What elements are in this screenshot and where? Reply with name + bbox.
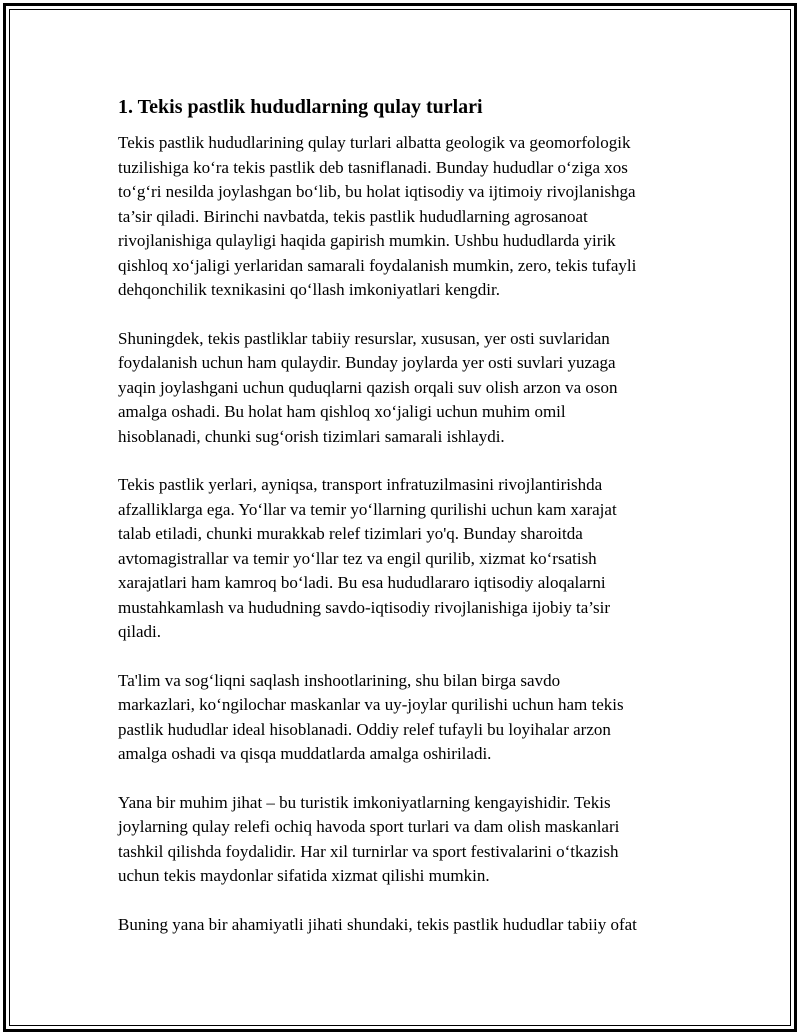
paragraph-line: tashkil qilishda foydalidir. Har xil turnirlar va sport festivalarini o‘tkazish (118, 841, 619, 861)
paragraph-line: qishloq xo‘jaligi yerlaridan samarali foydalanish mumkin, zero, tekis tufayli (118, 255, 637, 275)
paragraph-line: amalga oshadi va qisqa muddatlarda amalga oshiriladi. (118, 744, 492, 763)
paragraph-line: Buning yana bir ahamiyatli jihati shundaki, tekis pastlik hududlar tabiiy ofat (118, 914, 637, 934)
paragraph-line: Yana bir muhim jihat – bu turistik imkoniyatlarning kengayishidir. Tekis (118, 792, 611, 812)
paragraph-line: Tekis pastlik yerlari, ayniqsa, transport infratuzilmasini rivojlantirishda (118, 475, 603, 494)
paragraph-line: Tekis pastlik hududlarining qulay turlari albatta geologik va geomorfologik (118, 133, 631, 152)
paragraph-line: hisoblanadi, chunki sug‘orish tizimlari samarali ishlaydi. (118, 426, 505, 446)
paragraph-line: amalga oshadi. Bu holat ham qishloq xo‘jaligi uchun muhim omil (118, 402, 566, 421)
paragraph-line: pastlik hududlar ideal hisoblanadi. Oddiy relef tufayli bu loyihalar arzon (118, 719, 611, 739)
document-body (118, 93, 698, 961)
paragraph-line: qiladi. (118, 622, 161, 641)
paragraph-line: ta’sir qiladi. Birinchi navbatda, tekis pastlik hududlarning agrosanoat (118, 206, 588, 226)
paragraph-1 (118, 131, 698, 303)
paragraph-line: Shuningdek, tekis pastliklar tabiiy resurslar, xususan, yer osti suvlaridan (118, 328, 610, 348)
paragraph-line: xarajatlari ham kamroq bo‘ladi. Bu esa hududlararo iqtisodiy aloqalarni (118, 573, 606, 592)
paragraph-line: mustahkamlash va hududning savdo-iqtisodiy rivojlanishiga ijobiy ta’sir (118, 597, 611, 617)
paragraph-line: uchun tekis maydonlar sifatida xizmat qilishi mumkin. (118, 866, 490, 885)
paragraph-line: yaqin joylashgani uchun quduqlarni qazish orqali suv olish arzon va oson (118, 377, 618, 397)
paragraph-line: to‘g‘ri nesilda joylashgan bo‘lib, bu holat iqtisodiy va ijtimoiy rivojlanishga (118, 182, 636, 201)
paragraph-line: foydalanish uchun ham qulaydir. Bunday joylarda yer osti suvlari yuzaga (118, 353, 616, 372)
paragraph-4 (118, 669, 698, 767)
paragraph-2 (118, 327, 698, 450)
paragraph-line: rivojlanishiga qulayligi haqida gapirish mumkin. Ushbu hududlarda yirik (118, 231, 616, 250)
paragraph-5 (118, 791, 698, 889)
paragraph-line: tuzilishiga ko‘ra tekis pastlik deb tasniflanadi. Bunday hududlar o‘ziga xos (118, 157, 628, 177)
paragraph-line: talab etiladi, chunki murakkab relef tizimlari yo'q. Bunday sharoitda (118, 524, 583, 543)
paragraph-line: markazlari, ko‘ngilochar maskanlar va uy-joylar qurilishi uchun ham tekis (118, 695, 624, 714)
paragraph-3 (118, 473, 698, 645)
paragraph-6 (118, 913, 698, 938)
paragraph-line: Ta'lim va sog‘liqni saqlash inshootlarining, shu bilan birga savdo (118, 670, 561, 690)
paragraph-line: dehqonchilik texnikasini qo‘llash imkoniyatlari kengdir. (118, 280, 500, 299)
section-heading: 1. Tekis pastlik hududlarning qulay turlari (118, 96, 483, 118)
paragraph-line: afzalliklarga ega. Yo‘llar va temir yo‘llarning qurilishi uchun kam xarajat (118, 499, 617, 519)
paragraph-line: avtomagistrallar va temir yo‘llar tez va engil qurilib, xizmat ko‘rsatish (118, 548, 597, 568)
paragraph-line: joylarning qulay relefi ochiq havoda sport turlari va dam olish maskanlari (118, 817, 620, 836)
